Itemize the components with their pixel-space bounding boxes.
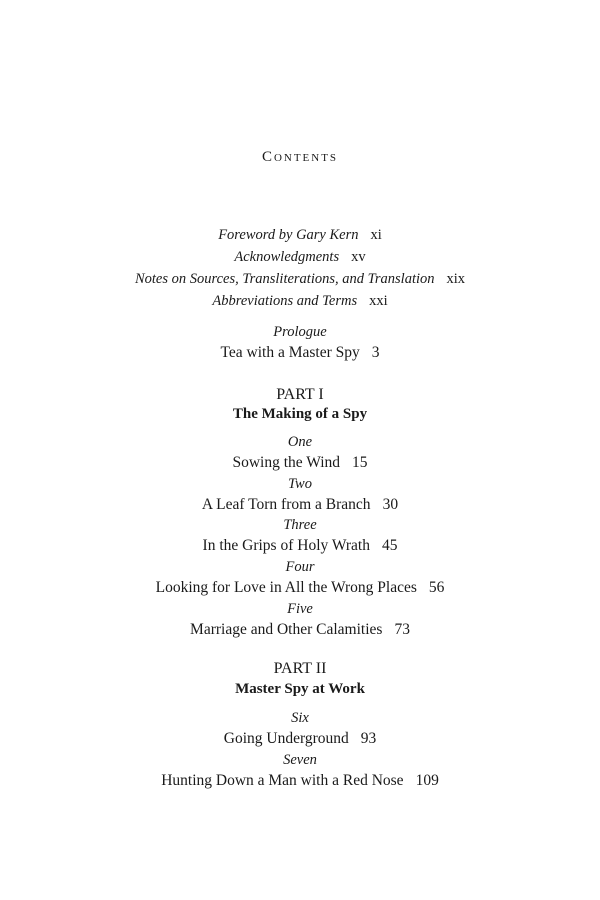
part-number: PART II <box>273 660 327 677</box>
entry-page: 15 <box>352 454 368 471</box>
chapter-label: Three <box>283 517 317 533</box>
entry-page: 109 <box>415 772 439 789</box>
entry-page: 45 <box>381 537 398 554</box>
entry-title: Notes on Sources, Transliterations, and Translation <box>134 271 435 287</box>
chapter-label: Two <box>288 476 312 492</box>
entry-page: xxi <box>369 293 388 309</box>
entry-page: 73 <box>394 621 410 638</box>
chapter-label: Seven <box>283 752 317 768</box>
toc-entry-notes-on-sources <box>0 272 600 287</box>
entry-title: Marriage and Other Calamities <box>190 621 383 638</box>
chapter-label: Four <box>285 559 315 575</box>
entry-page: xix <box>446 271 466 287</box>
entry-page: 3 <box>371 344 380 361</box>
entry-title: In the Grips of Holy Wrath <box>202 537 370 554</box>
toc-entry-prologue <box>0 345 600 361</box>
entry-page: 30 <box>382 496 399 513</box>
entry-title: Acknowledgments <box>234 249 340 265</box>
entry-title: Looking for Love in All the Wrong Places <box>155 579 417 596</box>
entry-title: Hunting Down a Man with a Red Nose <box>161 772 404 789</box>
entry-title: A Leaf Torn from a Branch <box>201 496 371 513</box>
entry-title: Going Underground <box>223 730 349 747</box>
part-title: Master Spy at Work <box>235 681 365 697</box>
toc-entry-chapter <box>0 622 600 638</box>
entry-page: 93 <box>360 730 377 747</box>
toc-entry-chapter <box>0 731 600 747</box>
toc-entry-foreword <box>0 228 600 243</box>
entry-title: Abbreviations and Terms <box>212 293 358 309</box>
part-title: The Making of a Spy <box>232 406 368 422</box>
toc-entry-chapter <box>0 538 600 554</box>
chapter-label: Five <box>287 601 313 617</box>
toc-entry-abbreviations <box>0 294 600 309</box>
part-number: PART I <box>276 386 324 403</box>
chapter-label: Six <box>291 710 309 726</box>
chapter-label: One <box>287 434 313 450</box>
toc-entry-acknowledgments <box>0 250 600 265</box>
toc-entry-chapter <box>0 497 600 513</box>
entry-title: Tea with a Master Spy <box>220 344 360 361</box>
toc-entry-chapter <box>0 580 600 596</box>
toc-entry-chapter <box>0 455 600 471</box>
toc-entry-chapter <box>0 773 600 789</box>
entry-page: 56 <box>428 579 445 596</box>
entry-title: Foreword by Gary Kern <box>218 227 359 243</box>
entry-title: Sowing the Wind <box>232 454 341 471</box>
contents-heading: Contents <box>261 149 339 165</box>
entry-page: xi <box>370 227 382 243</box>
entry-page: xv <box>351 249 366 265</box>
prologue-label: Prologue <box>273 324 327 340</box>
